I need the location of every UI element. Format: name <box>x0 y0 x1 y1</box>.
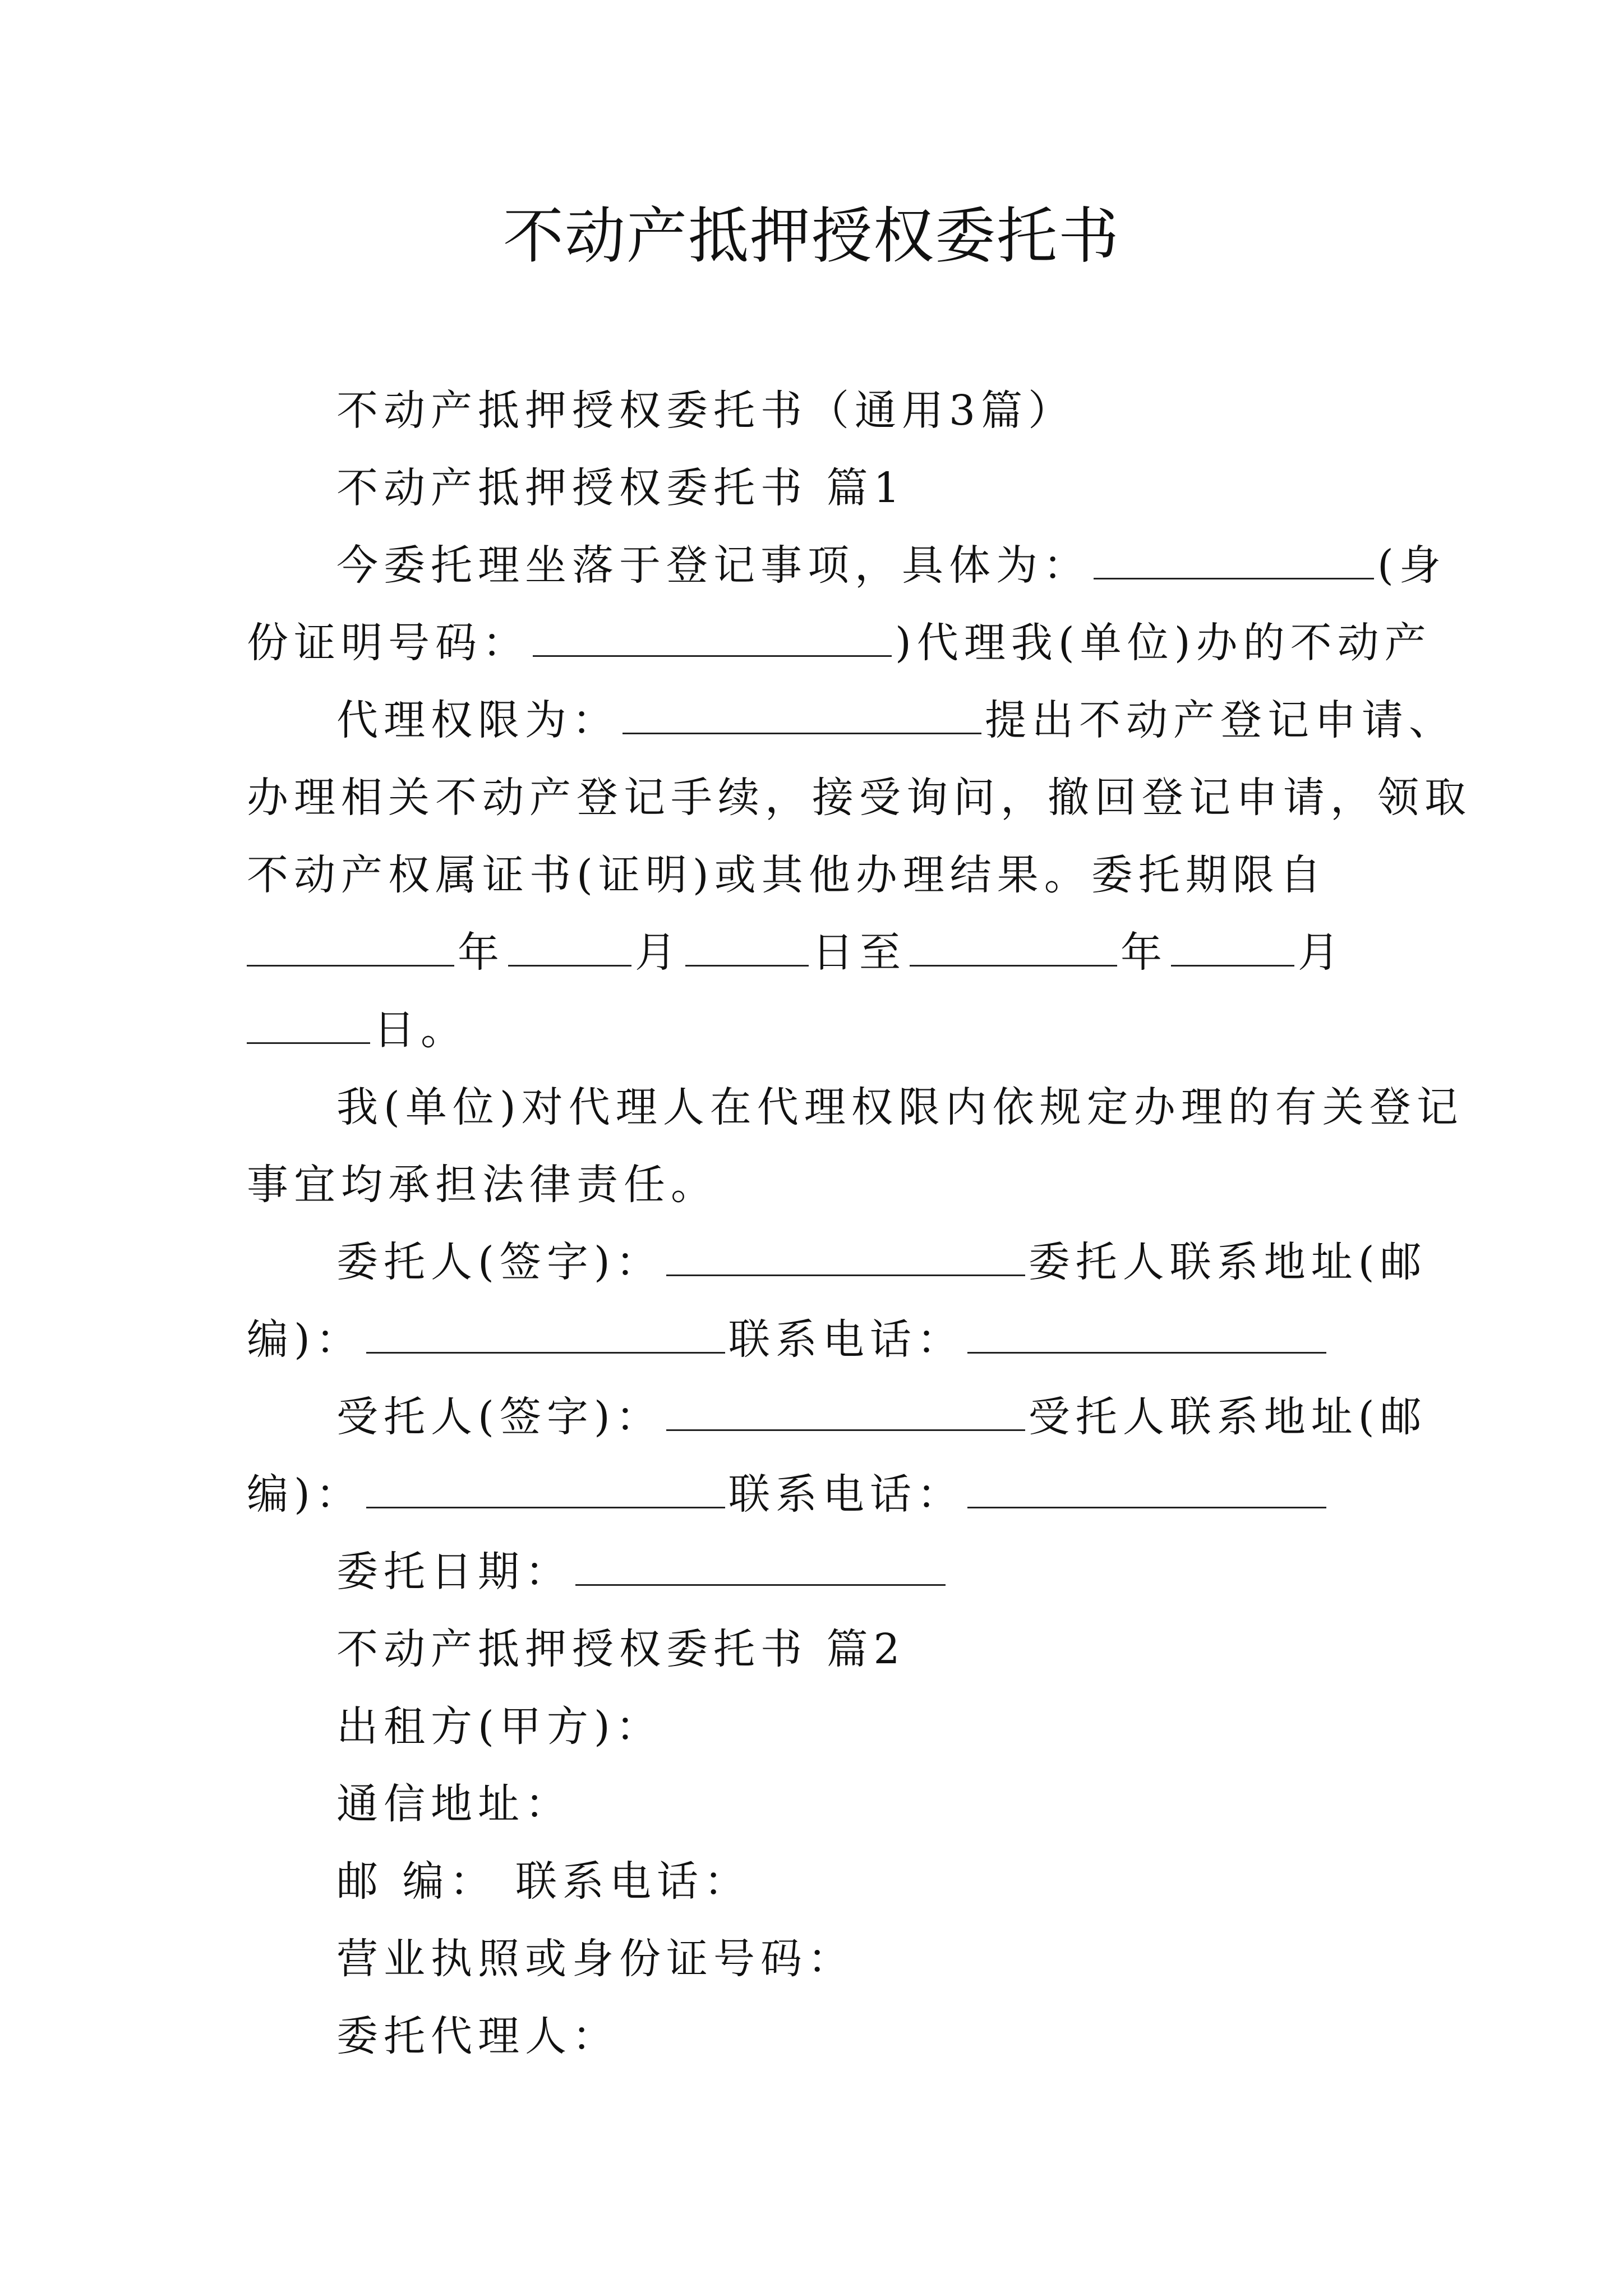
fill-blank <box>247 1005 370 1044</box>
text-segment: 委托人联系地址(邮 <box>1028 1238 1427 1286</box>
fill-blank <box>533 618 892 657</box>
text-segment: 年 <box>458 928 505 977</box>
paragraph-line <box>247 1002 468 1058</box>
fill-blank <box>247 928 454 967</box>
paragraph-line: 事宜均承担法律责任。 <box>247 1161 718 1209</box>
paragraph-line: 邮 编： 联系电话： <box>336 1857 751 1906</box>
paragraph-line <box>247 1312 1330 1368</box>
fill-blank <box>1171 928 1294 967</box>
text-segment: 受托人(签字)： <box>336 1393 663 1441</box>
text-segment: 受托人联系地址(邮 <box>1028 1393 1427 1441</box>
paragraph-line <box>336 692 1456 748</box>
text-segment: 委托日期： <box>336 1548 572 1596</box>
paragraph-line <box>336 1544 949 1600</box>
fill-blank <box>967 1315 1326 1354</box>
paragraph-line: 我(单位)对代理人在代理权限内依规定办理的有关登记 <box>336 1083 1464 1131</box>
paragraph-line: 办理相关不动产登记手续，接受询问，撤回登记申请，领取 <box>247 774 1472 822</box>
paragraph-line <box>247 924 1345 981</box>
document-title: 不动产抵押授权委托书 <box>502 201 1120 272</box>
fill-blank <box>508 928 631 967</box>
paragraph-line: 营业执照或身份证号码： <box>336 1935 855 1983</box>
text-segment: 今委托理坐落于登记事项，具体为： <box>336 541 1090 590</box>
fill-blank <box>1094 541 1374 579</box>
paragraph-line: 出租方(甲方)： <box>336 1703 663 1751</box>
section-heading-1: 不动产抵押授权委托书 篇1 <box>336 464 906 512</box>
section-heading-2: 不动产抵押授权委托书 篇2 <box>336 1625 906 1673</box>
fill-blank <box>666 1392 1025 1431</box>
fill-blank <box>575 1547 946 1586</box>
text-segment: 编)： <box>247 1315 363 1364</box>
text-segment: 月 <box>635 928 682 977</box>
text-segment: 月 <box>1298 928 1345 977</box>
fill-blank <box>366 1470 725 1508</box>
text-segment: 年 <box>1121 928 1168 977</box>
text-segment: 联系电话： <box>728 1315 964 1364</box>
collection-heading: 不动产抵押授权委托书（通用3篇） <box>336 386 1076 435</box>
fill-blank <box>685 928 809 967</box>
paragraph-line <box>336 1234 1427 1290</box>
text-segment: 代理权限为： <box>336 696 619 744</box>
text-segment: 份证明号码： <box>247 619 529 667</box>
text-segment: 提出不动产登记申请、 <box>985 696 1456 744</box>
text-segment: (身 <box>1377 541 1446 590</box>
text-segment: 日至 <box>812 928 906 977</box>
paragraph-line <box>336 537 1446 593</box>
text-segment: 日。 <box>374 1006 468 1054</box>
paragraph-line: 通信地址： <box>336 1780 572 1828</box>
fill-blank <box>623 696 981 734</box>
text-segment: 委托人(签字)： <box>336 1238 663 1286</box>
text-segment: 编)： <box>247 1470 363 1519</box>
text-segment: )代理我(单位)办的不动产 <box>895 619 1432 667</box>
paragraph-line <box>247 1466 1330 1522</box>
fill-blank <box>967 1470 1326 1508</box>
paragraph-line <box>336 1389 1427 1445</box>
paragraph-line: 委托代理人： <box>336 2012 619 2060</box>
text-segment: 联系电话： <box>728 1470 964 1519</box>
fill-blank <box>910 928 1117 967</box>
paragraph-line: 不动产权属证书(证明)或其他办理结果。委托期限自 <box>247 851 1327 899</box>
paragraph-line <box>247 615 1432 671</box>
fill-blank <box>666 1237 1025 1276</box>
fill-blank <box>366 1315 725 1354</box>
